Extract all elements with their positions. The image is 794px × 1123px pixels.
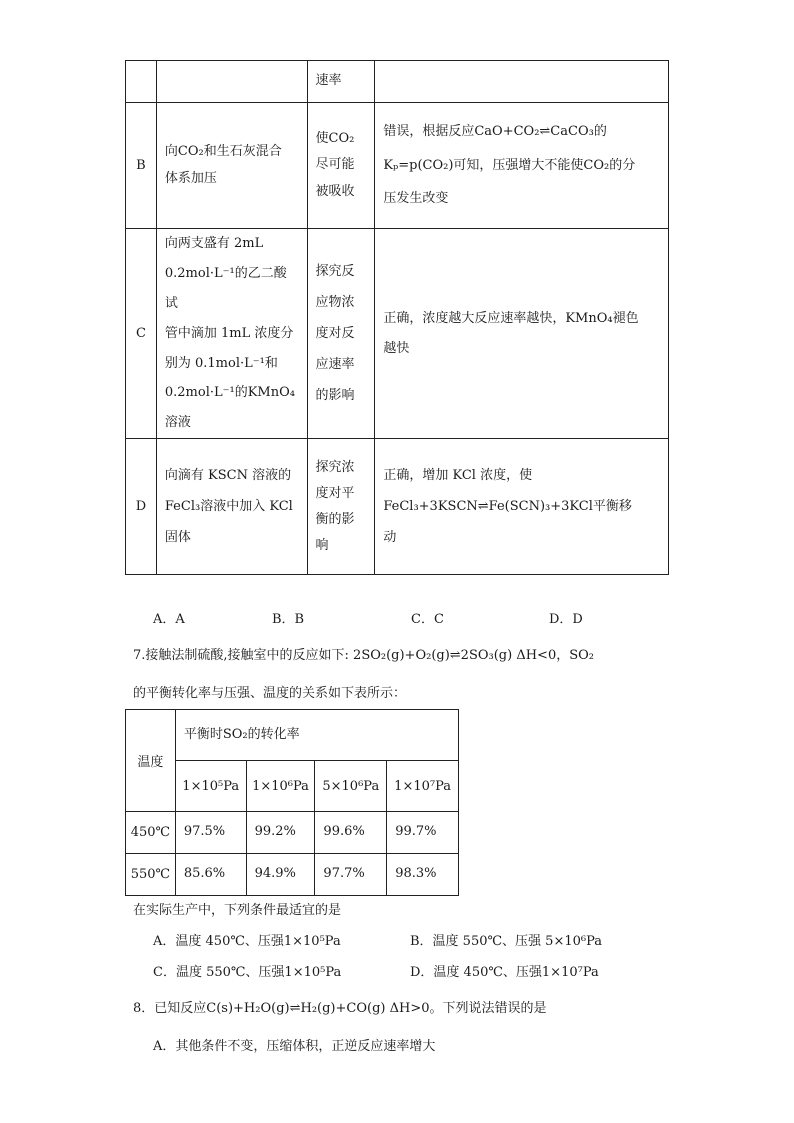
temp-cell: 450℃ xyxy=(126,812,176,854)
q7-option-b[interactable]: B．温度 550℃、压强 5×10⁶Pa xyxy=(410,934,603,949)
conversion-header: 平衡时SO₂的转化率 xyxy=(175,710,458,761)
pressure-header: 5×10⁶Pa xyxy=(315,761,387,812)
table-row xyxy=(126,61,669,103)
value-cell: 98.3% xyxy=(387,854,459,896)
table-row-b xyxy=(126,103,669,229)
pressure-header: 1×10⁵Pa xyxy=(175,761,246,812)
temp-cell: 550℃ xyxy=(126,854,176,896)
conversion-table xyxy=(125,709,459,896)
q7-option-c[interactable]: C．温度 550℃、压强1×10⁵Pa xyxy=(153,965,342,980)
cell-purpose: 探究反 应物浓 度对反 应速率 的影响 xyxy=(307,229,375,439)
q7-stem: 7.接触法制硫酸,接触室中的反应如下: 2SO₂(g)+O₂(g)⇌2SO₃(g) ΔH<0，SO₂ xyxy=(133,648,594,663)
table-row xyxy=(126,854,459,896)
q7-option-a[interactable]: A．温度 450℃、压强1×10⁵Pa xyxy=(153,934,341,949)
experiment-table xyxy=(125,60,669,575)
q8-stem: 8．已知反应C(s)+H₂O(g)⇌H₂(g)+CO(g) ΔH>0。下列说法错误的是 xyxy=(133,1001,547,1016)
cell-comment: 错误，根据反应CaO+CO₂⇌CaCO₃的 Kₚ=p(CO₂)可知，压强增大不能使CO₂的分 压发生改变 xyxy=(375,103,669,229)
table-row-c xyxy=(126,229,669,439)
value-cell: 99.2% xyxy=(246,812,315,854)
cell-operation: 向滴有 KSCN 溶液的 FeCl₃溶液中加入 KCl 固体 xyxy=(156,439,307,575)
q7-stem-cont: 的平衡转化率与压强、温度的关系如下表所示： xyxy=(133,686,407,701)
cell-purpose: 探究浓 度对平 衡的影 响 xyxy=(307,439,375,575)
cell-operation: 向CO₂和生石灰混合 体系加压 xyxy=(156,103,307,229)
q6-option-b[interactable]: B．B xyxy=(272,612,305,627)
cell-comment: 正确，增加 KCl 浓度，使 FeCl₃+3KSCN⇌Fe(SCN)₃+3KCl平衡移 动 xyxy=(375,439,669,575)
row-label: C xyxy=(126,229,157,439)
value-cell: 94.9% xyxy=(246,854,315,896)
q6-option-d[interactable]: D．D xyxy=(549,612,583,627)
cell-purpose: 速率 xyxy=(307,61,375,103)
row-label: B xyxy=(126,103,157,229)
q6-option-c[interactable]: C．C xyxy=(411,612,444,627)
table-row-d xyxy=(126,439,669,575)
pressure-header: 1×10⁷Pa xyxy=(387,761,459,812)
q7-question: 在实际生产中，下列条件最适宜的是 xyxy=(133,903,342,918)
value-cell: 85.6% xyxy=(175,854,246,896)
q6-option-a[interactable]: A．A xyxy=(153,612,185,627)
q7-option-d[interactable]: D．温度 450℃、压强1×10⁷Pa xyxy=(410,965,599,980)
value-cell: 97.5% xyxy=(175,812,246,854)
cell-operation: 向两支盛有 2mL 0.2mol·L⁻¹的乙二酸试 管中滴加 1mL 浓度分 别为 0.1mol·L⁻¹和 0.2mol·L⁻¹的KMnO₄ 溶液 xyxy=(156,229,307,439)
table-row xyxy=(126,812,459,854)
row-label: D xyxy=(126,439,157,575)
cell-empty xyxy=(156,61,307,103)
pressure-header: 1×10⁶Pa xyxy=(246,761,315,812)
cell-comment: 正确，浓度越大反应速率越快，KMnO₄褪色 越快 xyxy=(375,229,669,439)
q8-option-a[interactable]: A．其他条件不变，压缩体积，正逆反应速率增大 xyxy=(153,1039,436,1054)
value-cell: 99.6% xyxy=(315,812,387,854)
cell-empty xyxy=(375,61,669,103)
temp-header: 温度 xyxy=(126,710,176,812)
cell-empty xyxy=(126,61,157,103)
value-cell: 99.7% xyxy=(387,812,459,854)
cell-purpose: 使CO₂ 尽可能 被吸收 xyxy=(307,103,375,229)
value-cell: 97.7% xyxy=(315,854,387,896)
